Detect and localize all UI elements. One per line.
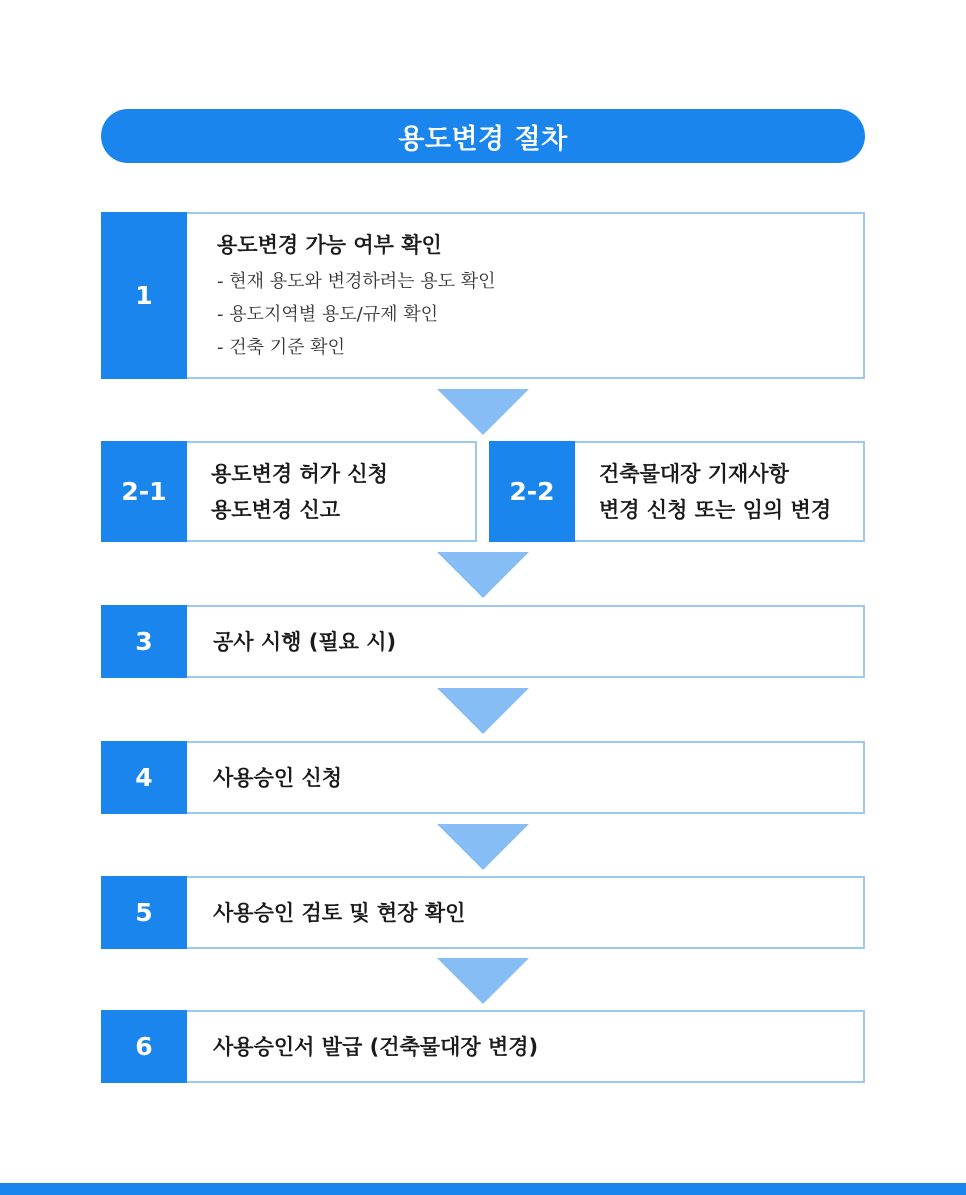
step-number: 6 <box>101 1010 187 1083</box>
step-label: 사용승인서 발급 (건축물대장 변경) <box>213 1034 539 1059</box>
step-4 <box>101 741 865 814</box>
step-label: 변경 신청 또는 임의 변경 <box>599 497 832 522</box>
step-label: 사용승인 검토 및 현장 확인 <box>213 900 466 925</box>
step-number: 3 <box>101 605 187 678</box>
step-number: 4 <box>101 741 187 814</box>
step-number: 1 <box>101 212 187 379</box>
down-arrow-icon <box>437 958 529 1004</box>
step-1 <box>101 212 865 379</box>
bottom-accent-bar <box>0 1183 966 1195</box>
down-arrow-icon <box>437 824 529 870</box>
step-2-1 <box>101 441 477 542</box>
step-number: 2-2 <box>489 441 575 542</box>
step-2-2 <box>489 441 865 542</box>
step-5 <box>101 876 865 949</box>
down-arrow-icon <box>437 389 529 435</box>
diagram-title: 용도변경 절차 <box>101 109 865 163</box>
down-arrow-icon <box>437 552 529 598</box>
step-number: 5 <box>101 876 187 949</box>
step-label: 공사 시행 (필요 시) <box>213 629 397 654</box>
step-label: 용도변경 허가 신청 <box>211 461 388 486</box>
step-6 <box>101 1010 865 1083</box>
step-number: 2-1 <box>101 441 187 542</box>
step-label: 건축물대장 기재사항 <box>599 461 789 486</box>
step-label: 사용승인 신청 <box>213 765 343 790</box>
step-3 <box>101 605 865 678</box>
step-label: 용도변경 신고 <box>211 497 341 522</box>
step-detail: - 용도지역별 용도/규제 확인 <box>217 304 438 325</box>
step-label: 용도변경 가능 여부 확인 <box>217 233 442 257</box>
step-detail: - 건축 기준 확인 <box>217 337 345 358</box>
down-arrow-icon <box>437 688 529 734</box>
step-detail: - 현재 용도와 변경하려는 용도 확인 <box>217 271 496 292</box>
